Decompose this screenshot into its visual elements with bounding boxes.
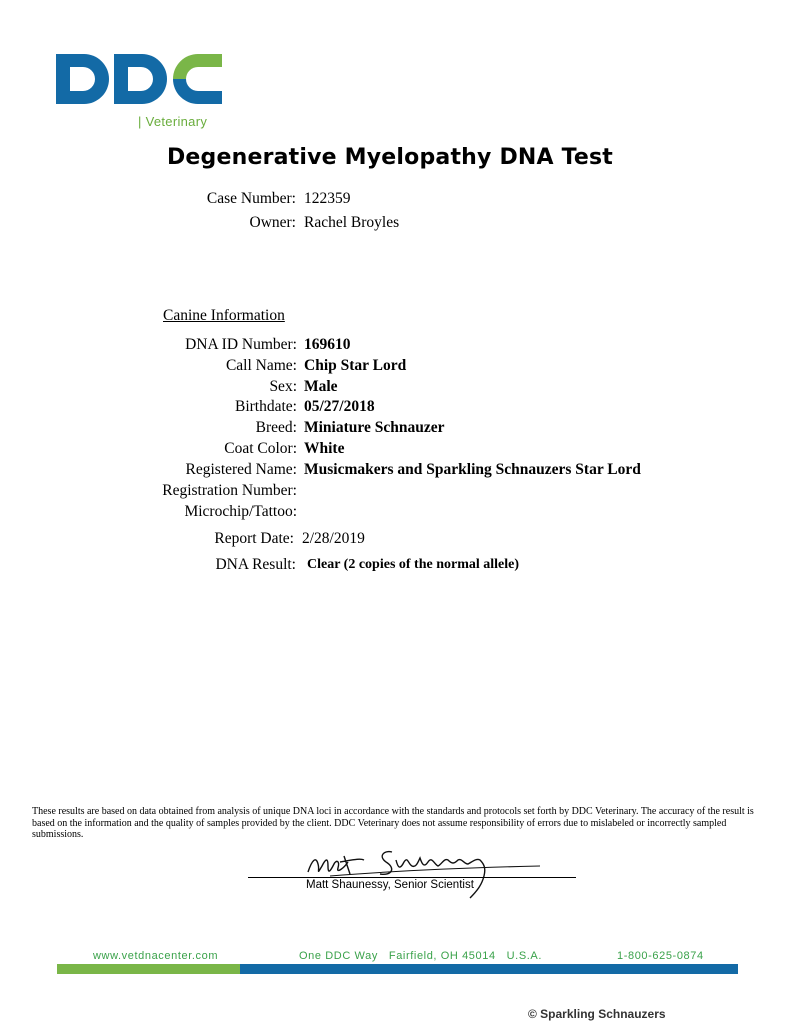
- footer-address: One DDC Way Fairfield, OH 45014 U.S.A.: [299, 950, 543, 962]
- footer-bar-green: [57, 964, 240, 974]
- field-registered-name: [0, 461, 297, 481]
- logo-letter-c-top: [173, 54, 222, 79]
- copyright-watermark: © Sparkling Schnauzers: [528, 1007, 666, 1021]
- signatory-name: Matt Shaunessy, Senior Scientist: [306, 879, 474, 891]
- page-title: Degenerative Myelopathy DNA Test: [166, 145, 614, 170]
- field-microchip: [0, 503, 297, 523]
- report-date-value: 2/28/2019: [302, 530, 365, 547]
- footer-bar-blue: [240, 964, 738, 974]
- case-number-label: Case Number:: [206, 190, 296, 207]
- field-registration-number: [0, 482, 297, 502]
- field-value: 05/27/2018: [304, 398, 375, 415]
- footer-phone: 1-800-625-0874: [617, 950, 704, 962]
- canine-info-heading: Canine Information: [163, 307, 285, 324]
- field-label: Registered Name:: [185, 461, 297, 478]
- signature-line: [248, 877, 576, 878]
- field-value: White: [304, 440, 345, 457]
- logo-subtitle: | Veterinary: [138, 114, 208, 129]
- field-label: Sex:: [269, 378, 297, 395]
- footer-website[interactable]: www.vetdnacenter.com: [93, 950, 219, 962]
- field-value: Chip Star Lord: [304, 357, 407, 374]
- field-label: Coat Color:: [224, 440, 297, 457]
- field-label: Microchip/Tattoo:: [184, 503, 297, 520]
- owner-label: Owner:: [249, 214, 296, 231]
- field-coat-color: [0, 440, 297, 460]
- field-value: 169610: [304, 336, 351, 353]
- dna-result-value: Clear (2 copies of the normal allele): [307, 557, 520, 572]
- field-value: Miniature Schnauzer: [304, 419, 445, 436]
- dna-result-label: DNA Result:: [215, 556, 296, 573]
- field-dna-id: [0, 336, 297, 356]
- field-label: DNA ID Number:: [185, 336, 297, 353]
- field-call-name: [0, 357, 297, 377]
- field-sex: [0, 378, 297, 398]
- handwritten-signature: [300, 842, 550, 902]
- field-label: Birthdate:: [235, 398, 297, 415]
- field-label: Registration Number:: [162, 482, 297, 499]
- owner-value: Rachel Broyles: [304, 214, 400, 231]
- owner-row: [0, 214, 296, 234]
- report-date-row: [0, 530, 294, 550]
- logo-letter-d1: [56, 54, 109, 104]
- dna-result-row: [0, 556, 296, 576]
- field-birthdate: [0, 398, 297, 418]
- field-label: Breed:: [255, 419, 297, 436]
- field-breed: [0, 419, 297, 439]
- field-value: Musicmakers and Sparkling Schnauzers Star Lord: [304, 461, 641, 478]
- case-number-row: [0, 190, 296, 210]
- field-label: Call Name:: [225, 357, 297, 374]
- field-value: Male: [304, 378, 338, 395]
- report-date-label: Report Date:: [214, 530, 294, 547]
- logo-letter-c-bottom: [173, 79, 222, 104]
- case-number-value: 122359: [304, 190, 351, 207]
- logo-letter-d2: [114, 54, 167, 104]
- disclaimer-text: These results are based on data obtained from analysis of unique DNA loci in accordance with the standards and protocols set forth by DDC Veterinary. The accuracy of the result is based on the information and the quality of samples provided by the client. DDC Veterinary does not assume responsibility of errors due to mislabeled or incorrectly sampled submissions.: [32, 806, 754, 840]
